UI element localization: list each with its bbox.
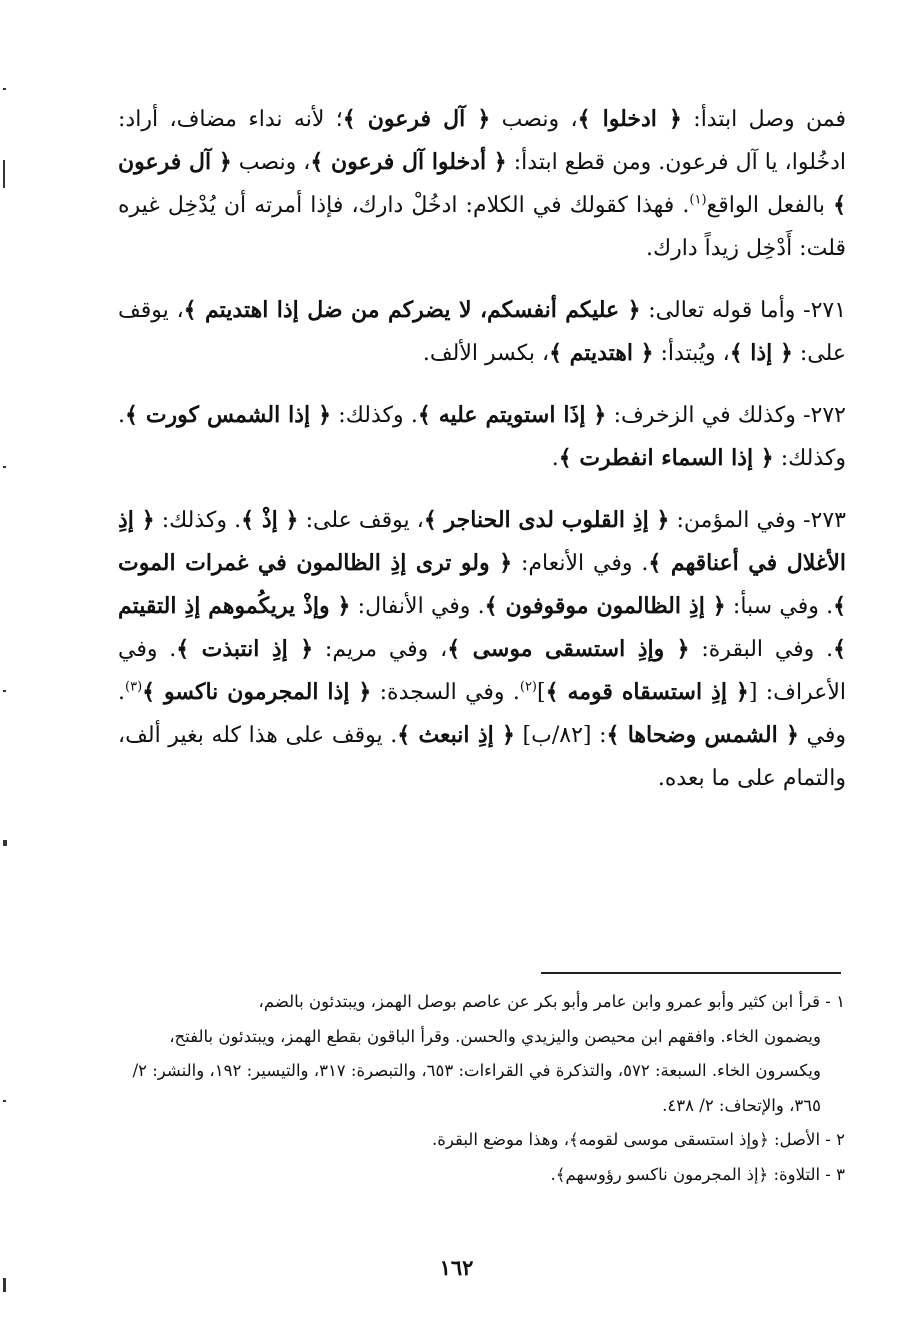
quran-quote: ﴿ آل فرعون ﴾: [342, 106, 491, 132]
quran-quote: ﴿ إذا المجرمون ناكسو ﴾: [142, 679, 372, 705]
text-run: ، يوقف على:: [118, 298, 846, 366]
footnote-text: ٢ - الأصل: ﴿وإذ استسقى موسى لقومه﴾، وهذا موضع البقرة.: [431, 1130, 845, 1149]
margin-mark: [3, 88, 6, 90]
quran-quote: ﴿ إذِ الأغلال في أعناقهم ﴾: [118, 507, 846, 576]
quran-quote: ﴿ إذِ القلوب لدى الحناجر ﴾: [423, 507, 670, 533]
text-run: ، يوقف على:: [298, 508, 424, 533]
text-run: . وفي الأعراف: [: [118, 637, 846, 705]
text-run: ؛ لأنه نداء مضاف، أراد: ادخُلوا، يا آل فرعون. ومن قطع ابتدأ:: [118, 107, 847, 175]
footnote-continuation: ويضمون الخاء. وافقهم ابن محيصن واليزيدي والحسن. وقرأ الباقون بقطع الهمز، ويبتدئون بالفتح، ويكسرون الخاء. السبعة: ٥٧٢، والتذكرة في القراءات: ٦٥٣، والتبصرة: ٣١٧، والتيسير: ١٩٢، والنشر: ٢/ ٣٦٥، والإتحاف: ٢/ ٤٣٨.: [132, 1026, 821, 1115]
text-run: . وفي سبأ:: [725, 594, 834, 619]
footnote-text: ٣ - التلاوة: ﴿إذ المجرمون ناكسو رؤوسهم﴾.: [550, 1164, 845, 1184]
quran-quote: ﴿ إذْ ﴾: [241, 507, 299, 533]
text-run: . فهذا كقولك في الكلام: ادخُلْ دارك، فإذا أمرته أن يُدْخِل غيره قلت: أَدْخِل زيداً دارك.: [118, 193, 846, 261]
quran-quote: ﴿ وإذْ يريكُموهم إذِ التقيتم ﴾: [118, 593, 846, 662]
paragraph: [118, 499, 846, 800]
footnotes: [120, 985, 845, 1192]
text-run: . وكذلك:: [154, 508, 242, 533]
text-run: . وكذلك:: [118, 403, 846, 471]
quran-quote: ﴿ إذِ انتبذت ﴾: [176, 636, 314, 662]
footnote: [120, 1123, 845, 1158]
text-run: . وفي البقرة:: [689, 637, 834, 662]
quran-quote: ﴿ إذا السماء انفطرت ﴾: [558, 445, 774, 471]
margin-mark: [3, 1278, 6, 1292]
quran-quote: ﴿ ادخلوا ﴾: [577, 106, 682, 132]
footnote-ref: (٢): [519, 679, 537, 695]
margin-mark: [3, 1100, 6, 1102]
quran-quote: ﴿ إذِ الظالمون موقوفون ﴾: [484, 593, 726, 619]
footnote: [120, 1158, 845, 1193]
text-run: ، ونصب: [490, 107, 578, 132]
text-run: ، بكسر الألف.: [422, 341, 550, 366]
paragraph: [118, 98, 846, 270]
paragraph: [118, 394, 846, 480]
text-run: . وفي الأنفال:: [350, 594, 485, 619]
footnote-ref: (١): [689, 192, 707, 208]
quran-quote: ﴿ اهتديتم ﴾: [549, 340, 654, 366]
text-run: ، ونصب: [231, 150, 311, 175]
text-run: . وفي: [118, 680, 846, 748]
text-run: . يوقف على هذا كله بغير ألف، والتمام على ما بعده.: [118, 723, 846, 791]
text-run: . وفي السجدة:: [371, 680, 520, 705]
text-run: ٢٧٢- وكذلك في الزخرف:: [606, 403, 846, 428]
text-run: ، وفي مريم:: [313, 637, 448, 662]
quran-quote: ﴿ وإذِ استسقى موسى ﴾: [447, 636, 690, 662]
quran-quote: ﴿ أدخلوا آل فرعون ﴾: [310, 149, 507, 175]
quran-quote: ﴿ إذِ انبعث ﴾: [397, 722, 515, 748]
margin-mark: [3, 690, 6, 692]
quran-quote: ﴿ إذا ﴾: [729, 340, 793, 366]
paragraph: [118, 289, 846, 375]
margin-mark: [3, 840, 7, 846]
footnote-text: ١ - قرأ ابن كثير وأبو عمرو وابن عامر وأبو بكر عن عاصم بوصل الهمز، ويبتدئون بالضم،: [258, 992, 845, 1011]
quran-quote: ﴿ عليكم أنفسكم، لا يضركم من ضل إذا اهتديتم ﴾: [183, 297, 641, 323]
text-run: ٢٧١- وأما قوله تعالى:: [640, 298, 847, 323]
footnote-separator: [541, 972, 841, 974]
text-run: بالفعل الواقع: [706, 193, 834, 218]
quran-quote: ﴿ إذا الشمس كورت ﴾: [125, 402, 331, 428]
text-run: .: [551, 446, 559, 471]
page-number: ١٦٢: [439, 1255, 474, 1280]
quran-quote: ﴿ ولو ترى إذِ الظالمون في غمرات الموت ﴾: [118, 550, 846, 619]
text-run: ، ويُبتدأ:: [653, 341, 730, 366]
quran-quote: ﴿ آل فرعون ﴾: [118, 149, 847, 218]
text-run: فمن وصل ابتدأ:: [681, 107, 847, 132]
text-run: : [٨٢/ب]: [514, 723, 607, 748]
text-run: . وفي الأنعام:: [512, 551, 649, 576]
margin-mark: [3, 466, 6, 468]
text-run: ]: [537, 680, 546, 705]
text-run: ٢٧٣- وفي المؤمن:: [669, 508, 846, 533]
margin-mark: [3, 160, 5, 188]
text-run: . وكذلك:: [331, 403, 418, 428]
quran-quote: ﴿ الشمس وضحاها ﴾: [606, 722, 799, 748]
quran-quote: ﴿ إذِ استسقاه قومه ﴾: [545, 679, 749, 705]
footnote-ref: (٣): [125, 679, 143, 695]
quran-quote: ﴿ إذَا استويتم عليه ﴾: [417, 402, 607, 428]
footnote: [120, 985, 845, 1123]
main-text: [118, 98, 846, 800]
